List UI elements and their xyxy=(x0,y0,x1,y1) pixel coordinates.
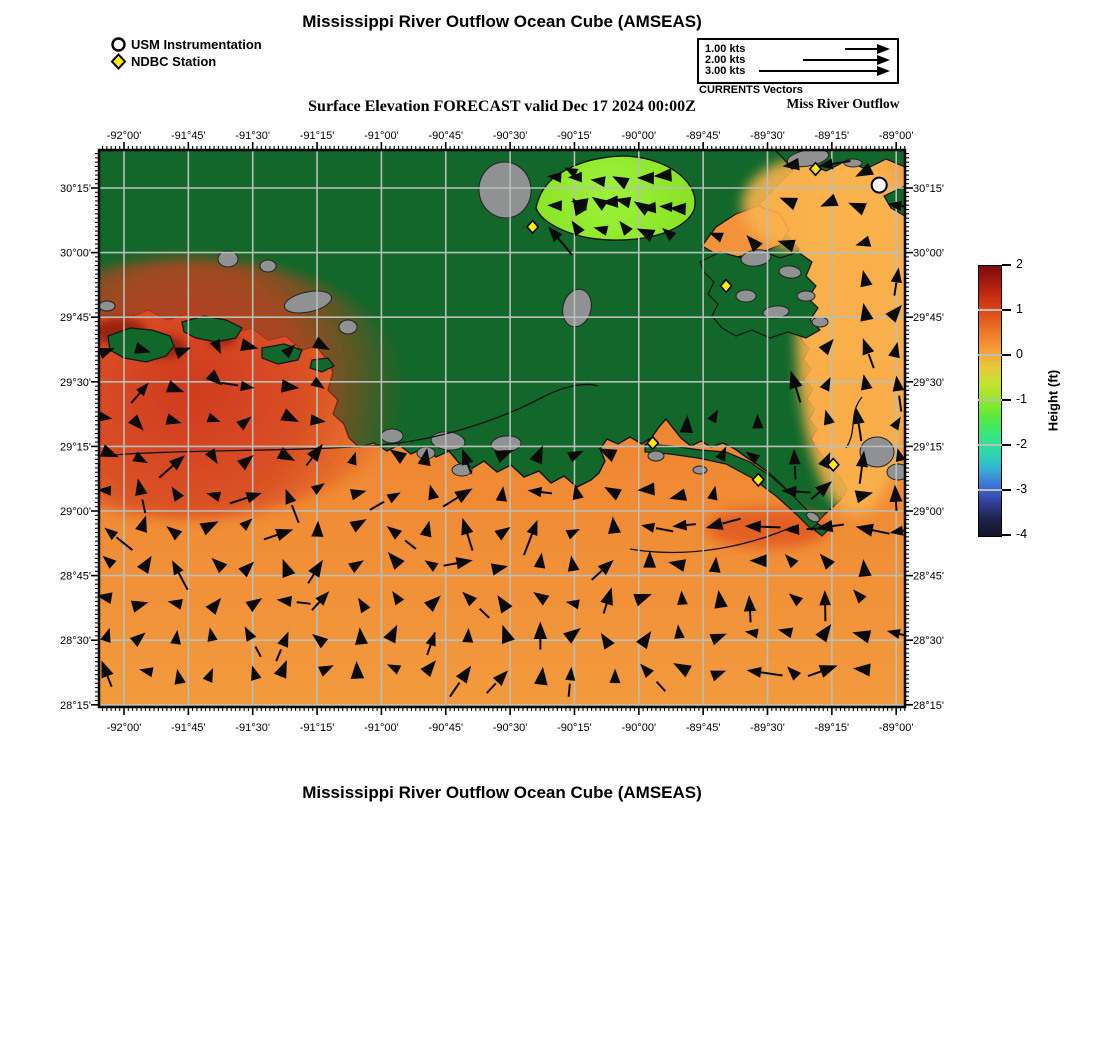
colorbar-gridline xyxy=(978,489,1003,491)
lat-tick-label: 30°00' xyxy=(60,247,91,260)
colorbar-gradient xyxy=(979,266,1001,536)
lat-tick-label: 30°00' xyxy=(913,247,944,260)
usm-station-marker xyxy=(872,178,887,193)
lon-tick-label: -89°45' xyxy=(685,130,721,142)
lon-tick-label: -91°30' xyxy=(235,722,271,734)
lon-tick-label: -91°30' xyxy=(235,130,271,142)
colorbar-tick-label: 1 xyxy=(1016,302,1023,316)
lon-tick-label: -89°30' xyxy=(750,130,785,142)
colorbar xyxy=(978,265,1002,537)
colorbar-tick xyxy=(1002,489,1011,491)
lat-tick-label: 28°15' xyxy=(913,699,944,712)
lat-tick-label: 29°45' xyxy=(913,312,944,325)
lat-tick-label: 28°30' xyxy=(913,635,944,648)
lon-tick-label: -89°45' xyxy=(685,722,721,734)
colorbar-title: Height (ft) xyxy=(1045,369,1061,432)
lat-tick-label: 29°15' xyxy=(913,441,944,454)
map-subtitle: Surface Elevation FORECAST valid Dec 17 2024 00:00Z xyxy=(308,98,696,115)
lon-tick-label: -92°00' xyxy=(106,130,142,142)
lon-tick-label: -91°45' xyxy=(171,722,206,734)
colorbar-tick xyxy=(1002,309,1011,311)
vector-scale-2kt: 2.00 kts xyxy=(705,54,746,66)
lon-tick-label: -90°15' xyxy=(557,722,592,734)
lat-tick-label: 29°15' xyxy=(60,441,91,454)
lat-tick-label: 28°30' xyxy=(60,635,91,648)
colorbar-tick xyxy=(1002,399,1011,401)
lon-tick-label: -90°15' xyxy=(557,130,592,142)
map-content xyxy=(0,145,921,707)
lon-tick-label: -89°15' xyxy=(814,130,850,142)
vector-scale-caption: CURRENTS Vectors xyxy=(699,84,803,96)
colorbar-tick-label: 0 xyxy=(1016,347,1023,361)
colorbar-gridline xyxy=(978,354,1003,356)
lat-tick-label: 29°45' xyxy=(60,312,91,325)
lon-tick-label: -91°00' xyxy=(364,130,399,142)
lat-tick-label: 28°45' xyxy=(913,570,944,583)
colorbar-tick xyxy=(1002,534,1011,536)
lat-tick-label: 29°00' xyxy=(60,506,91,518)
footer-title: Mississippi River Outflow Ocean Cube (AMSEAS) xyxy=(302,783,702,802)
lon-tick-label: -91°45' xyxy=(171,130,206,142)
colorbar-tick xyxy=(1002,264,1011,266)
lat-tick-label: 29°30' xyxy=(60,376,91,389)
lat-tick-label: 30°15' xyxy=(60,183,91,195)
colorbar-tick-label: -1 xyxy=(1016,392,1028,406)
colorbar-gridline xyxy=(978,399,1003,401)
lat-tick-label: 28°15' xyxy=(60,699,91,712)
colorbar-tick-label: -4 xyxy=(1016,527,1028,541)
lon-tick-label: -90°00' xyxy=(621,722,657,734)
colorbar-tick-label: -2 xyxy=(1016,437,1028,451)
lon-tick-label: -91°15' xyxy=(299,722,335,734)
colorbar-gridline xyxy=(978,309,1003,311)
page-title: Mississippi River Outflow Ocean Cube (AMSEAS) xyxy=(302,12,702,31)
lat-tick-label: 29°00' xyxy=(913,506,944,518)
colorbar-tick-label: -3 xyxy=(1016,482,1028,496)
lon-tick-label: -89°00' xyxy=(878,722,914,734)
lon-tick-label: -90°45' xyxy=(428,722,464,734)
legend-label-ndbc: NDBC Station xyxy=(131,54,217,69)
region-label: Miss River Outflow xyxy=(786,96,900,111)
lon-tick-label: -92°00' xyxy=(106,722,142,734)
lat-tick-label: 30°15' xyxy=(913,183,944,195)
lon-tick-label: -89°30' xyxy=(750,722,785,734)
vector-scale-1kt: 1.00 kts xyxy=(705,43,746,55)
lon-tick-label: -90°30' xyxy=(492,722,528,734)
lon-tick-label: -89°00' xyxy=(878,130,914,142)
lat-tick-label: 28°45' xyxy=(60,570,91,583)
colorbar-tick xyxy=(1002,444,1011,446)
colorbar-tick-label: 2 xyxy=(1016,257,1023,271)
lon-tick-label: -91°00' xyxy=(364,722,399,734)
lon-tick-label: -90°00' xyxy=(621,130,657,142)
colorbar-gridline xyxy=(978,444,1003,446)
lon-tick-label: -91°15' xyxy=(299,130,335,142)
lon-tick-label: -89°15' xyxy=(814,722,850,734)
legend-label-usm: USM Instrumentation xyxy=(131,37,262,52)
lon-tick-label: -90°45' xyxy=(428,130,464,142)
lon-tick-label: -90°30' xyxy=(492,130,528,142)
vector-scale-3kt: 3.00 kts xyxy=(705,65,746,77)
lat-tick-label: 29°30' xyxy=(913,376,944,389)
colorbar-tick xyxy=(1002,354,1011,356)
